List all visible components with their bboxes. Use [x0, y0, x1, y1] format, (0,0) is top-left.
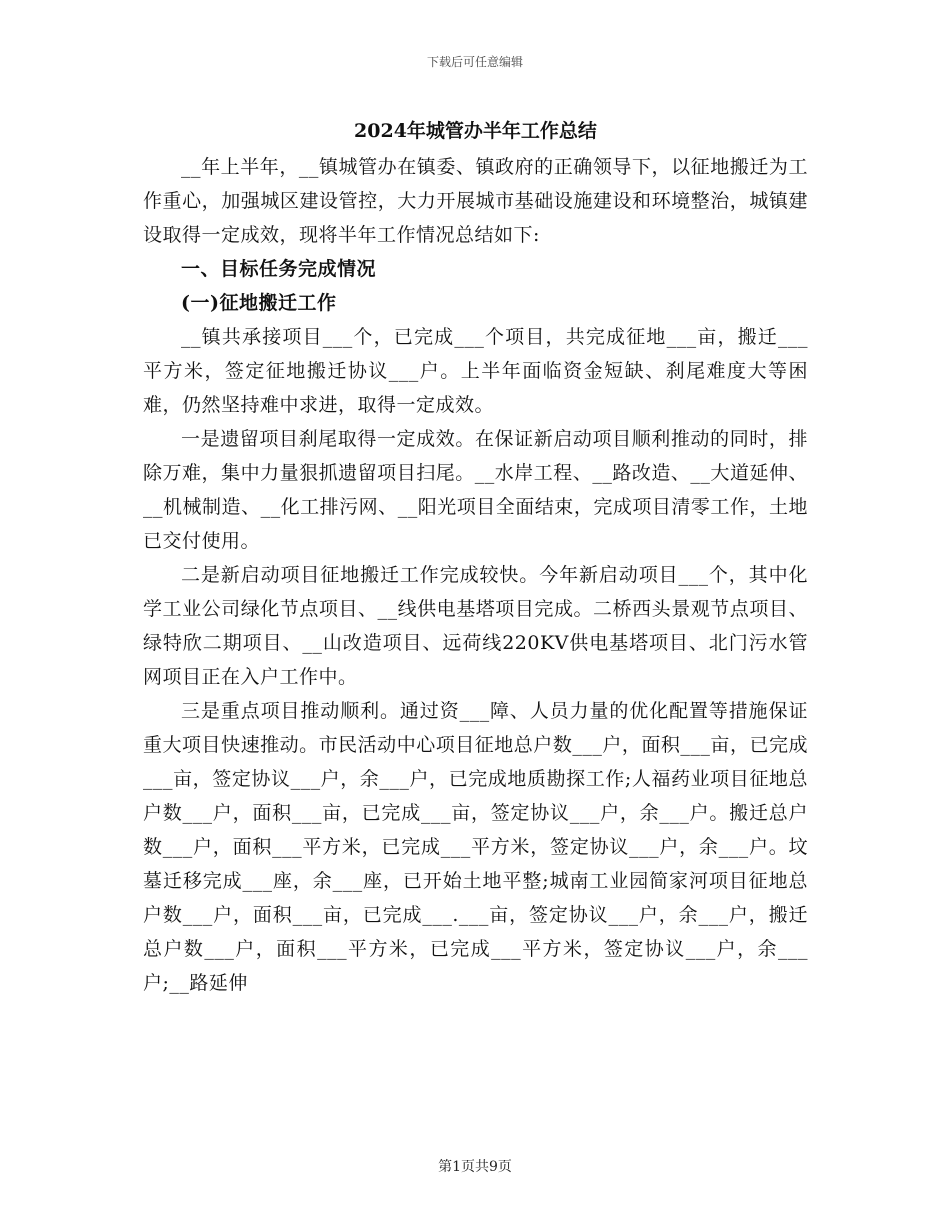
page-number: 第1页共9页 [438, 1159, 512, 1175]
section-heading: 一、目标任务完成情况 [181, 258, 377, 280]
subsection-heading: (一)征地搬迁工作 [181, 292, 337, 314]
document-title: 2024年城管办半年工作总结 [354, 120, 597, 142]
paragraph-new-projects: 二是新启动项目征地搬迁工作完成较快。今年新启动项目___个，其中化学工业公司绿化节点项目、__线供电基塔项目完成。二桥西头景观节点项目、绿特欣二期项目、__山改造项目、远荷线220KV供电基塔项目、北门污水管网项目正在入户工作中。 [143, 564, 808, 688]
intro-paragraph: __年上半年，__镇城管办在镇委、镇政府的正确领导下，以征地搬迁为工作重心，加强城区建设管控，大力开展城市基础设施建设和环境整治，城镇建设取得一定成效，现将半年工作情况总结如下: [143, 156, 808, 246]
paragraph-overview: __镇共承接项目___个，已完成___个项目，共完成征地___亩，搬迁___平方米，签定征地搬迁协议___户。上半年面临资金短缺、刹尾难度大等困难，仍然坚持难中求进，取得一定成效。 [143, 326, 808, 416]
paragraph-key-projects: 三是重点项目推动顺利。通过资___障、人员力量的优化配置等措施保证重大项目快速推动。市民活动中心项目征地总户数___户，面积___亩，已完成___亩，签定协议___户，余___户，已完成地质勘探工作;人福药业项目征地总户数___户，面积___亩，已完成___亩，签定协议___户，余___户。搬迁总户数___户，面积___平方米，已完成___平方米，签定协议___户，余___户。坟墓迁移完成___座，余___座，已开始土地平整;城南工业园简家河项目征地总户数___户，面积___亩，已完成___.___亩，签定协议___户，余___户，搬迁总户数___户，面积___平方米，已完成___平方米，签定协议___户，余___户;__路延伸 [143, 700, 808, 994]
document-body [143, 110, 808, 1000]
paragraph-legacy-projects: 一是遗留项目刹尾取得一定成效。在保证新启动项目顺利推动的同时，排除万难，集中力量狠抓遗留项目扫尾。__水岸工程、__路改造、__大道延伸、__机械制造、__化工排污网、__阳光项目全面结束，完成项目清零工作，土地已交付使用。 [143, 428, 808, 552]
header-note: 下载后可任意编辑 [426, 55, 523, 69]
